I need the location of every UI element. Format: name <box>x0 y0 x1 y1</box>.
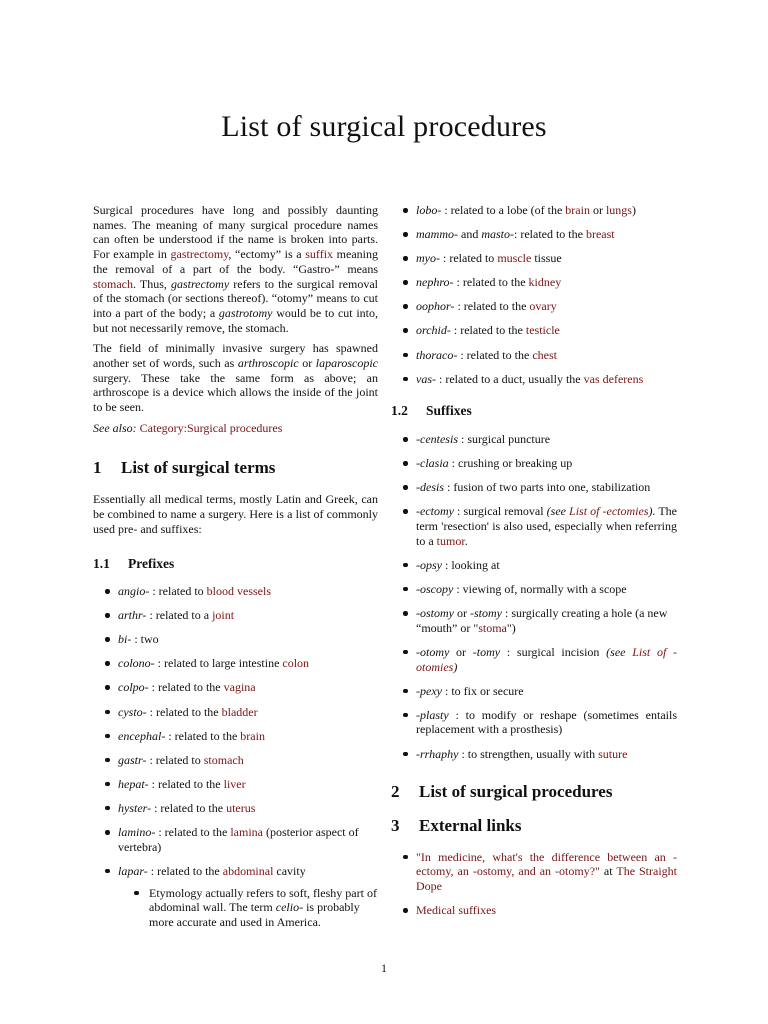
prefixes-heading <box>93 557 378 572</box>
list-item <box>391 348 677 363</box>
term: mammo- <box>416 227 458 242</box>
list-item <box>93 729 378 744</box>
term: -oscopy <box>416 581 454 596</box>
definition: : fusion of two parts into one, stabilization <box>444 480 651 495</box>
definition: : to fix or secure <box>441 683 524 698</box>
see-text: (see <box>606 644 633 659</box>
definition: ) <box>631 203 636 217</box>
definition: (posterior aspect of vertebra) <box>118 825 359 854</box>
section-title: Suffixes <box>426 403 472 419</box>
definition: : related to the <box>147 863 223 878</box>
see-also-label: See also: <box>93 420 137 435</box>
gastrectomy-term: gastrectomy <box>170 276 230 291</box>
intro-text: surgery. These take the same form as above; an arthroscope is a device which allows the inside of the joint to be seen. <box>93 370 378 415</box>
definition: cavity <box>273 863 306 878</box>
section-number: 1.2 <box>391 403 408 419</box>
term: -pexy <box>416 683 442 698</box>
list-item <box>391 903 677 918</box>
list-item <box>391 227 677 242</box>
abdominal-link[interactable]: abdominal <box>222 863 274 878</box>
tumor-link[interactable]: tumor <box>436 533 465 548</box>
list-item <box>391 684 677 699</box>
stomach-link[interactable]: stomach <box>203 752 244 767</box>
definition: . <box>464 533 468 548</box>
section-number: 2 <box>391 782 400 802</box>
definition: : related to the <box>155 825 231 839</box>
term: -ostomy <box>416 606 454 621</box>
intro-text: or <box>298 356 316 371</box>
definition: : to strengthen, usually with <box>458 746 599 761</box>
list-item <box>391 582 677 597</box>
term: nephro- <box>416 275 454 290</box>
term: thoraco- <box>416 347 458 362</box>
list-item <box>93 705 378 720</box>
definition: : related to <box>440 251 498 266</box>
term: angio- <box>118 584 150 599</box>
definition: : related to a lobe (of the <box>441 203 566 217</box>
intro-text: refers to the surgical removal of the stomach (or sections thereof). “otomy” means to cut into a part of the body; a <box>93 276 378 320</box>
term: colpo- <box>118 680 149 695</box>
list-item <box>391 606 677 635</box>
see-text: (see <box>546 504 570 519</box>
gastrectomy-link[interactable]: gastrectomy <box>170 247 229 262</box>
term: myo- <box>416 251 440 266</box>
list-item <box>93 632 378 647</box>
see-text: ). <box>648 504 656 519</box>
list-item <box>391 558 677 573</box>
blood-vessels-link[interactable]: blood vessels <box>206 584 271 599</box>
suffixes-heading <box>391 404 677 419</box>
stoma-link[interactable]: stoma <box>478 620 507 635</box>
section-title: Prefixes <box>128 556 175 572</box>
see-also <box>93 421 378 436</box>
definition: : related to the <box>146 704 222 719</box>
medical-suffixes-link[interactable]: Medical suffixes <box>416 903 497 918</box>
straight-dope-link[interactable]: The Straight Dope <box>416 864 678 894</box>
intro-text: , “ectomy” is a <box>228 247 306 262</box>
section-2-heading <box>391 782 677 802</box>
intro-paragraph-2 <box>93 341 378 415</box>
page-number: 1 <box>381 961 387 975</box>
straight-dope-article-link[interactable]: "In medicine, what's the difference between an -ectomy, an -ostomy, and an -otomy?" <box>416 849 677 879</box>
term: celio- <box>275 900 304 915</box>
definition: : related to the <box>453 275 529 290</box>
left-column <box>93 203 378 939</box>
ovary-link[interactable]: ovary <box>529 299 557 314</box>
list-item <box>93 801 378 816</box>
definition: : related to the <box>148 776 224 791</box>
definition: : related to a duct, usually the <box>436 371 584 386</box>
list-item <box>391 504 677 548</box>
prefix-list <box>93 584 378 930</box>
section-number: 1.1 <box>93 556 110 572</box>
definition: : viewing of, normally with a scope <box>453 581 627 596</box>
list-item <box>93 656 378 671</box>
otomies-link[interactable]: List of -otomies <box>416 644 678 674</box>
list-item <box>391 323 677 338</box>
list-item <box>391 251 677 266</box>
list-item <box>391 850 677 894</box>
definition: or <box>454 606 470 621</box>
section-1-heading <box>93 457 378 477</box>
intro-text: Surgical procedures have long and possibly daunting names. The meaning of many surgical procedure names can often be understood if the name is broken into parts. For example in <box>93 203 378 262</box>
definition: : surgical puncture <box>457 432 551 447</box>
term: orchid- <box>416 323 451 338</box>
definition: : related to the <box>454 299 530 314</box>
chest-link[interactable]: chest <box>532 347 557 362</box>
term: lamino- <box>118 825 156 839</box>
term: -centesis <box>416 432 458 447</box>
list-item <box>391 480 677 495</box>
term: -plasty <box>416 707 449 722</box>
category-link[interactable]: Category:Surgical procedures <box>139 420 283 435</box>
term: arthr- <box>118 608 147 623</box>
term: cysto- <box>118 704 147 719</box>
term: gastr- <box>118 752 147 767</box>
list-item <box>391 275 677 290</box>
intro-text: The field of minimally invasive surgery has spawned another set of words, such as <box>93 341 378 371</box>
definition: : looking at <box>442 557 500 572</box>
definition: ") <box>506 620 516 635</box>
gastrotomy-term: gastrotomy <box>218 305 273 320</box>
suffix-list <box>391 432 677 761</box>
term: masto- <box>481 227 514 242</box>
term: -desis <box>416 480 444 495</box>
list-item <box>93 608 378 623</box>
list-item <box>93 864 378 930</box>
term: lobo- <box>416 203 442 217</box>
list-item <box>391 747 677 762</box>
list-item <box>391 708 677 737</box>
intro-text: would be to cut into, but not necessarily remove, the stomach. <box>93 305 379 335</box>
term: encephal- <box>118 728 166 743</box>
list-item <box>391 299 677 314</box>
definition: is probably more accurate and used in America. <box>149 900 360 929</box>
definition: or <box>449 644 473 659</box>
definition: The term 'resection' is also used, especially when referring to a <box>416 504 677 548</box>
colon-link[interactable]: colon <box>282 656 310 671</box>
section-3-heading <box>391 815 677 835</box>
page-title: List of surgical procedures <box>221 110 547 143</box>
section-number: 1 <box>93 457 102 477</box>
definition: : related to <box>146 752 204 767</box>
vas-deferens-link[interactable]: vas deferens <box>583 371 644 386</box>
definition: : two <box>131 632 159 647</box>
vagina-link[interactable]: vagina <box>223 680 256 695</box>
list-item <box>93 825 378 854</box>
intro-paragraph-1 <box>93 203 378 335</box>
list-item <box>391 645 677 674</box>
term: -ectomy <box>416 504 454 519</box>
definition: : related to large intestine <box>154 656 283 671</box>
intro-text: meaning the removal of a part of the body. “Gastro-” means <box>93 247 378 276</box>
list-item <box>93 753 378 768</box>
definition: tissue <box>531 251 562 266</box>
arthroscopic-term: arthroscopic <box>237 356 299 371</box>
section-title: External links <box>419 815 522 835</box>
definition: : to modify or reshape (sometimes entails replacement with a prosthesis) <box>416 707 677 737</box>
lungs-link[interactable]: lungs <box>605 203 632 217</box>
see-text: ) <box>453 659 458 674</box>
definition: : related to the <box>450 323 526 338</box>
section-title: List of surgical procedures <box>419 782 613 802</box>
list-item <box>391 203 677 218</box>
bladder-link[interactable]: bladder <box>221 704 258 719</box>
sub-list-item <box>118 886 378 930</box>
external-links-list <box>391 850 677 918</box>
list-item <box>93 777 378 792</box>
list-item <box>391 456 677 471</box>
term: hepat- <box>118 776 149 791</box>
testicle-link[interactable]: testicle <box>525 323 560 338</box>
term: -opsy <box>416 557 442 572</box>
list-item <box>93 680 378 695</box>
definition: : related to the <box>457 347 533 362</box>
term: bi- <box>118 632 132 647</box>
definition: : related to the <box>151 800 227 815</box>
prefix-list-continued <box>391 203 677 386</box>
section-number: 3 <box>391 815 400 835</box>
muscle-link[interactable]: muscle <box>497 251 532 266</box>
term: vas- <box>416 371 436 386</box>
definition: : surgically creating a hole (a new “mouth” or " <box>416 606 668 635</box>
definition: : crushing or breaking up <box>448 456 573 471</box>
definition: : related to the <box>165 728 241 743</box>
breast-link[interactable]: breast <box>585 227 615 242</box>
lamina-link[interactable]: lamina <box>230 825 263 839</box>
sub-list <box>118 886 378 930</box>
term: oophor- <box>416 299 455 314</box>
laparoscopic-term: laparoscopic <box>315 356 378 371</box>
kidney-link[interactable]: kidney <box>528 275 562 290</box>
term: hyster- <box>118 800 152 815</box>
uterus-link[interactable]: uterus <box>226 800 256 815</box>
definition: : related to the <box>148 680 224 695</box>
term: -otomy <box>416 644 450 659</box>
joint-link[interactable]: joint <box>212 608 235 623</box>
definition: or <box>589 203 606 217</box>
intro-text: . Thus, <box>133 276 171 291</box>
ectomies-link[interactable]: List of -ectomies <box>569 504 649 519</box>
term: -rrhaphy <box>416 746 459 761</box>
list-item <box>391 372 677 387</box>
term: -tomy <box>472 644 501 659</box>
definition: and <box>458 227 482 242</box>
suture-link[interactable]: suture <box>598 746 628 761</box>
definition: at <box>599 864 617 879</box>
term: lapar- <box>118 863 148 878</box>
definition: Etymology actually refers to soft, fleshy part of abdominal wall. The term <box>149 885 377 915</box>
definition: : surgical incision <box>500 644 607 659</box>
stomach-link[interactable]: stomach <box>93 276 133 291</box>
brain-link[interactable]: brain <box>565 203 590 217</box>
term: -clasia <box>416 456 449 471</box>
brain-link[interactable]: brain <box>240 728 265 743</box>
section-1-text: Essentially all medical terms, mostly Latin and Greek, can be combined to name a surgery. Here is a list of commonly used pre- and suffixes: <box>93 492 378 536</box>
definition: : related to <box>149 584 207 599</box>
right-column <box>391 203 677 927</box>
term: colono- <box>118 656 155 671</box>
definition: : related to the <box>514 227 586 242</box>
definition: : surgical removal <box>453 504 547 519</box>
list-item <box>93 584 378 599</box>
list-item <box>391 432 677 447</box>
section-title: List of surgical terms <box>121 457 276 477</box>
suffix-link[interactable]: suffix <box>305 247 334 262</box>
definition: : related to a <box>146 608 213 623</box>
liver-link[interactable]: liver <box>223 776 246 791</box>
term: -stomy <box>470 606 502 621</box>
